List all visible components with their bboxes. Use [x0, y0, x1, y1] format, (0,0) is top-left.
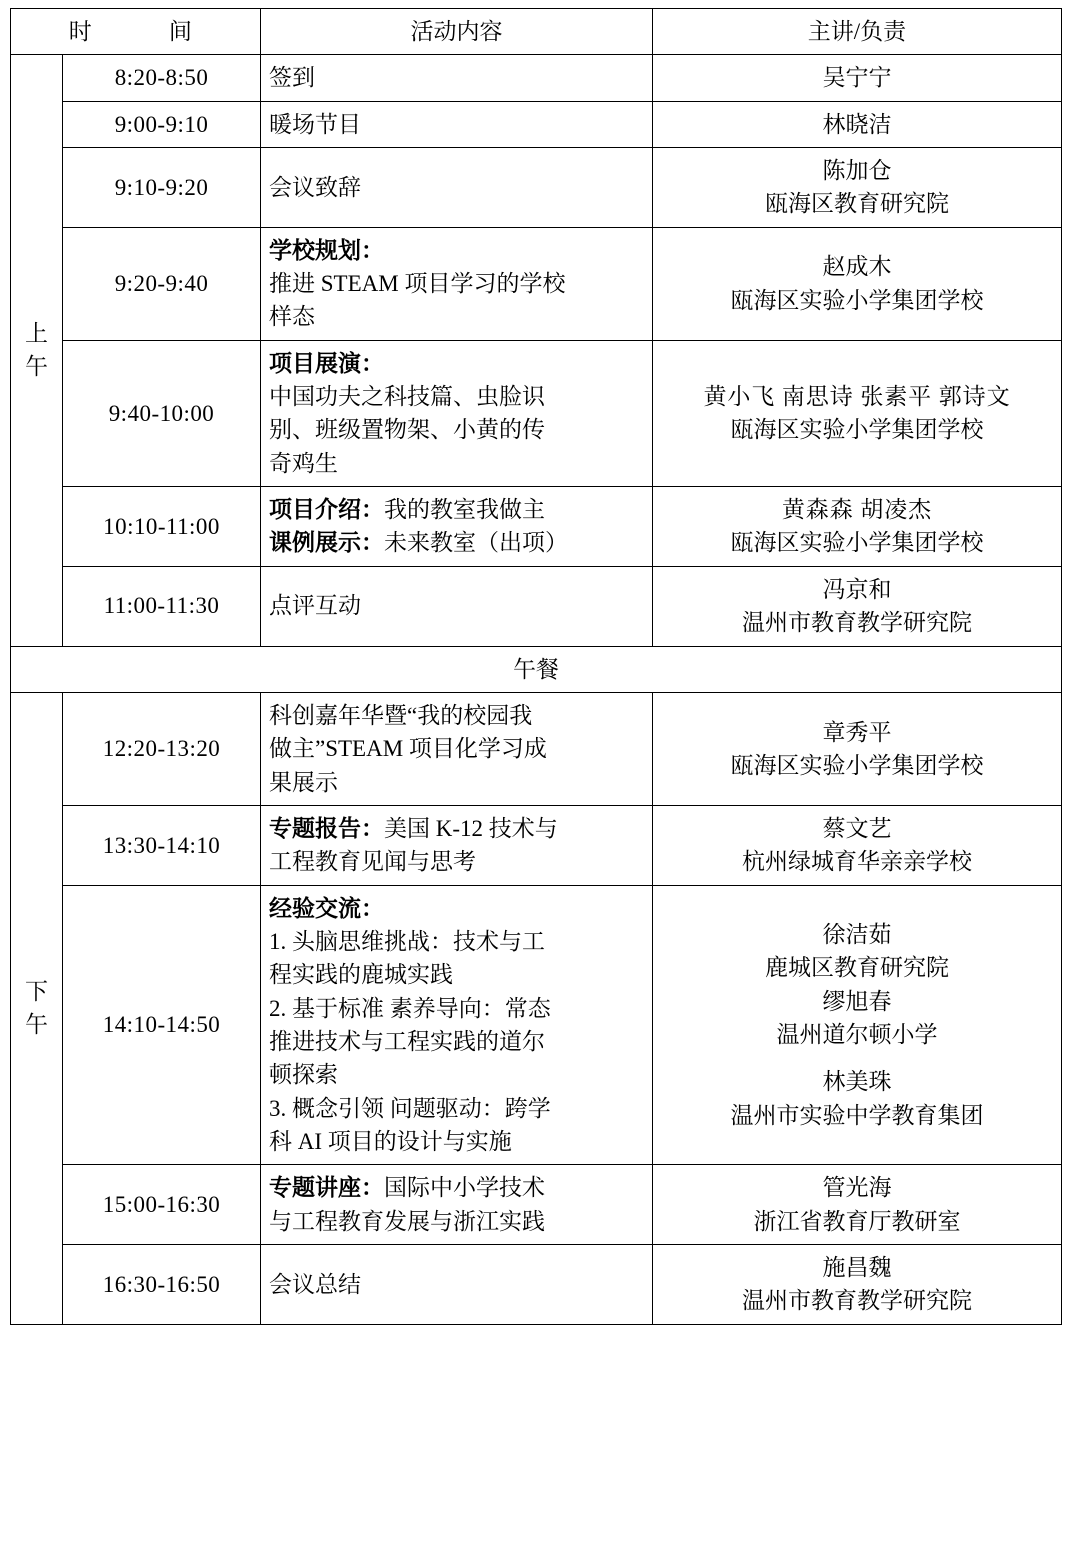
row-time: 13:30-14:10	[63, 805, 261, 885]
speaker-line: 章秀平	[822, 719, 892, 745]
content-text: 我的教室我做主	[384, 497, 545, 523]
row-content	[261, 487, 653, 567]
row-time: 9:10-9:20	[63, 148, 261, 228]
row-time: 11:00-11:30	[63, 566, 261, 646]
row-time: 10:10-11:00	[63, 487, 261, 567]
content-label: 课例展示：	[269, 530, 384, 556]
speaker-org: 鹿城区教育研究院	[765, 955, 949, 981]
content-line: 做主”STEAM 项目化学习成	[269, 736, 547, 762]
row-content: 会议致辞	[261, 148, 653, 228]
speaker-line: 徐洁茹	[822, 921, 892, 947]
schedule-table	[10, 8, 1062, 1325]
row-speaker	[653, 227, 1062, 340]
speaker-line: 缪旭春	[822, 988, 892, 1014]
content-line: 样态	[269, 304, 315, 330]
lunch-label: 午餐	[11, 646, 1062, 692]
speaker-line: 冯京和	[822, 576, 892, 602]
table-row	[11, 101, 1062, 147]
table-row	[11, 487, 1062, 567]
content-line	[269, 812, 644, 845]
row-speaker	[653, 487, 1062, 567]
row-content	[261, 227, 653, 340]
content-title: 项目展演：	[269, 350, 384, 376]
content-line: 2. 基于标准 素养导向：常态	[269, 995, 551, 1021]
content-title: 经验交流：	[269, 895, 384, 921]
row-content	[261, 340, 653, 486]
content-title: 学校规划：	[269, 237, 384, 263]
header-speaker: 主讲/负责	[653, 9, 1062, 55]
row-speaker	[653, 101, 1062, 147]
content-line: 推进 STEAM 项目学习的学校	[269, 271, 566, 297]
row-speaker	[653, 692, 1062, 805]
content-line	[269, 1171, 644, 1204]
speaker-line: 蔡文艺	[822, 815, 892, 841]
speaker-org: 温州道尔顿小学	[776, 1021, 938, 1047]
period-morning-line2: 午	[25, 354, 48, 380]
speaker-org: 瓯海区实验小学集团学校	[730, 287, 984, 313]
content-line: 别、班级置物架、小黄的传	[269, 417, 545, 443]
table-row	[11, 885, 1062, 1165]
table-row	[11, 340, 1062, 486]
content-line: 与工程教育发展与浙江实践	[269, 1208, 545, 1234]
speaker-spacer	[661, 1051, 1053, 1065]
table-header-row	[11, 9, 1062, 55]
row-speaker	[653, 805, 1062, 885]
content-line: 1. 头脑思维挑战：技术与工	[269, 928, 545, 954]
content-text: 国际中小学技术	[384, 1175, 545, 1201]
speaker-line: 陈加仓	[822, 158, 892, 184]
speaker-line: 施昌魏	[822, 1255, 892, 1280]
row-content	[261, 1165, 653, 1245]
speaker-line: 黄小飞 南思诗 张素平 郭诗文	[703, 384, 1011, 410]
content-label: 项目介绍：	[269, 497, 384, 523]
row-time: 12:20-13:20	[63, 692, 261, 805]
speaker-org: 温州市教育教学研究院	[742, 610, 972, 636]
content-line: 工程教育见闻与思考	[269, 849, 476, 875]
content-line: 果展示	[269, 769, 338, 795]
table-row	[11, 148, 1062, 228]
row-time: 14:10-14:50	[63, 885, 261, 1165]
speaker-line: 林晓洁	[822, 111, 892, 137]
speaker-line: 黄森森 胡凌杰	[781, 497, 933, 523]
content-text: 未来教室（出项）	[384, 530, 568, 556]
period-morning-line1: 上	[25, 321, 48, 347]
row-speaker	[653, 55, 1062, 101]
lunch-row	[11, 646, 1062, 692]
speaker-org: 瓯海区实验小学集团学校	[730, 417, 984, 443]
content-label: 专题报告：	[269, 815, 384, 841]
row-time: 16:30-16:50	[63, 1245, 261, 1325]
row-speaker	[653, 885, 1062, 1165]
row-time: 9:00-9:10	[63, 101, 261, 147]
content-line: 顿探索	[269, 1062, 338, 1088]
row-content	[261, 805, 653, 885]
content-line: 推进技术与工程实践的道尔	[269, 1028, 545, 1054]
content-line	[269, 493, 644, 526]
speaker-org: 杭州绿城育华亲亲学校	[742, 849, 972, 875]
period-afternoon-line2: 午	[25, 1012, 48, 1038]
row-content	[261, 692, 653, 805]
row-time: 15:00-16:30	[63, 1165, 261, 1245]
speaker-line: 管光海	[822, 1175, 892, 1201]
row-time: 9:20-9:40	[63, 227, 261, 340]
row-time: 8:20-8:50	[63, 55, 261, 101]
row-speaker	[653, 340, 1062, 486]
period-afternoon-line1: 下	[25, 978, 48, 1004]
row-time: 9:40-10:00	[63, 340, 261, 486]
table-row	[11, 692, 1062, 805]
table-row	[11, 1165, 1062, 1245]
table-row	[11, 566, 1062, 646]
table-row	[11, 55, 1062, 101]
speaker-org: 温州市教育教学研究院	[742, 1288, 972, 1314]
speaker-line: 林美珠	[822, 1069, 892, 1095]
table-row	[11, 1245, 1062, 1325]
content-line: 奇鸡生	[269, 450, 338, 476]
content-line: 中国功夫之科技篇、虫脸识	[269, 384, 545, 410]
table-row	[11, 227, 1062, 340]
speaker-org: 温州市实验中学教育集团	[730, 1102, 984, 1128]
speaker-line: 吴宁宁	[822, 65, 892, 91]
row-speaker	[653, 566, 1062, 646]
row-content: 点评互动	[261, 566, 653, 646]
row-speaker	[653, 1245, 1062, 1325]
speaker-org: 瓯海区实验小学集团学校	[730, 752, 984, 778]
content-line: 科创嘉年华暨“我的校园我	[269, 702, 533, 728]
row-content: 暖场节目	[261, 101, 653, 147]
speaker-org: 浙江省教育厅教研室	[753, 1208, 961, 1234]
period-morning	[11, 55, 63, 646]
content-line: 科 AI 项目的设计与实施	[269, 1128, 512, 1154]
speaker-line: 赵成木	[822, 254, 892, 280]
row-speaker	[653, 148, 1062, 228]
content-text: 美国 K-12 技术与	[384, 815, 558, 841]
speaker-org: 瓯海区教育研究院	[765, 191, 949, 217]
period-afternoon	[11, 692, 63, 1324]
content-line: 3. 概念引领 问题驱动：跨学	[269, 1095, 551, 1121]
header-time: 时 间	[11, 9, 261, 55]
content-label: 专题讲座：	[269, 1175, 384, 1201]
content-line: 程实践的鹿城实践	[269, 962, 453, 988]
header-content: 活动内容	[261, 9, 653, 55]
speaker-org: 瓯海区实验小学集团学校	[730, 530, 984, 556]
row-content: 会议总结	[261, 1245, 653, 1325]
row-content	[261, 885, 653, 1165]
content-line	[269, 526, 644, 559]
row-speaker	[653, 1165, 1062, 1245]
table-row	[11, 805, 1062, 885]
row-content: 签到	[261, 55, 653, 101]
